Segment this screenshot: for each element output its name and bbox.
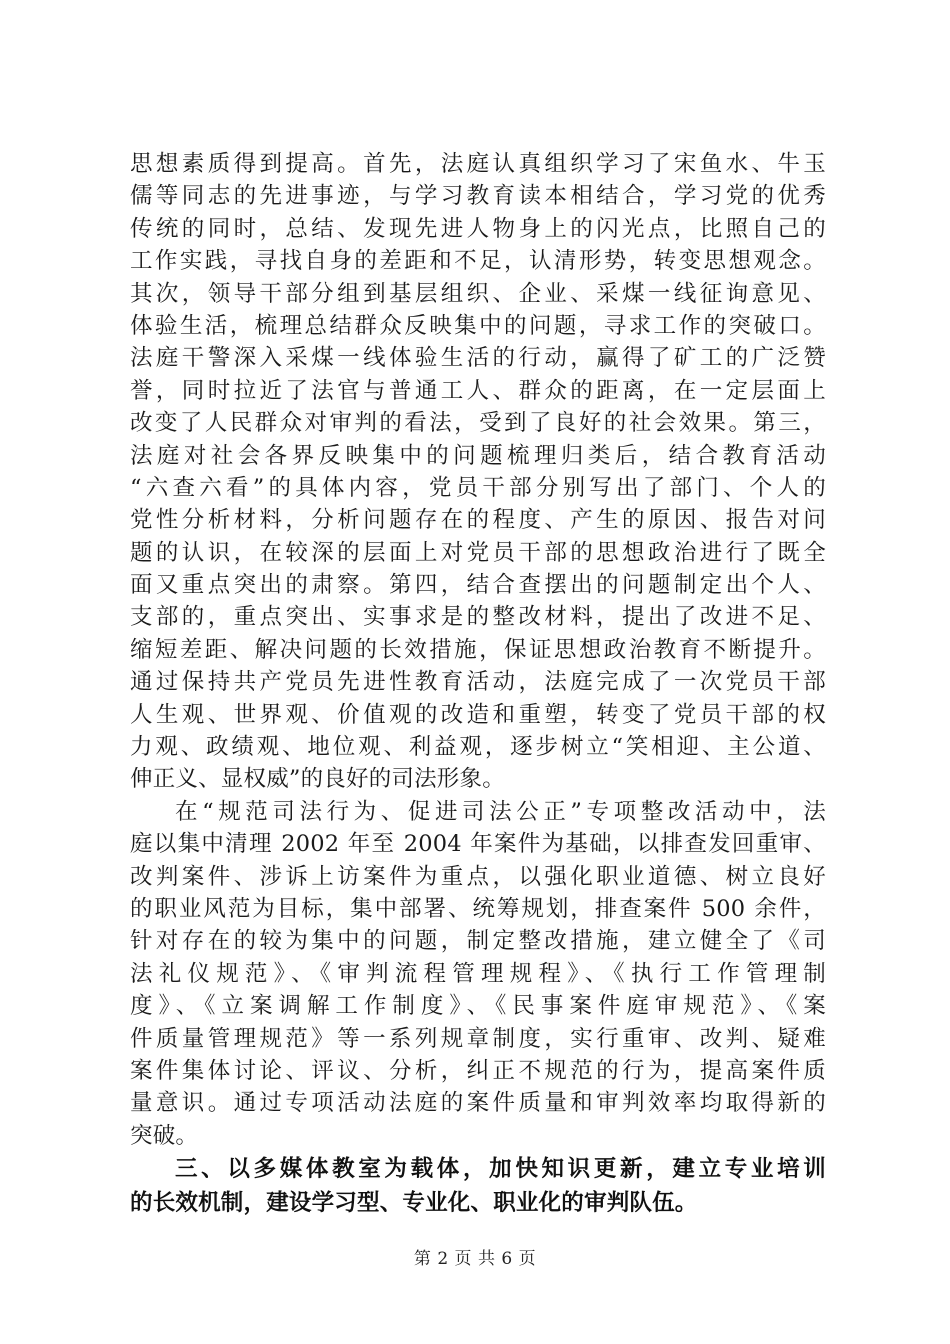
text-line: 庭以集中清理 2002 年至 2004 年案件为基础，以排查发回重审、 [130, 831, 826, 858]
text-line: 体验生活，梳理总结群众反映集中的问题，寻求工作的突破口。 [130, 312, 826, 339]
text-line: 改变了人民群众对审判的看法，受到了良好的社会效果。第三， [130, 410, 826, 437]
text-line: 党性分析材料，分析问题存在的程度、产生的原因、报告对问 [130, 507, 826, 534]
text-line: 法礼仪规范》、《审判流程管理规程》、《执行工作管理制 [130, 960, 826, 987]
text-line: 力观、政绩观、地位观、利益观，逐步树立“笑相迎、主公道、 [130, 734, 826, 761]
text-line: 针对存在的较为集中的问题，制定整改措施，建立健全了《司 [130, 928, 826, 955]
text-line: 案件集体讨论、评议、分析，纠正不规范的行为，提高案件质 [130, 1057, 826, 1084]
text-line: 人生观、世界观、价值观的改造和重塑，转变了党员干部的权 [130, 701, 826, 728]
text-line: 通过保持共产党员先进性教育活动，法庭完成了一次党员干部 [130, 669, 826, 696]
text-line: 度》、《立案调解工作制度》、《民事案件庭审规范》、《案 [130, 993, 826, 1020]
section-heading [130, 1152, 826, 1220]
page-footer: 第 2 页 共 6 页 [413, 1249, 537, 1269]
text-line: 伸正义、显权威”的良好的司法形象。 [130, 766, 505, 793]
text-line: 法庭干警深入采煤一线体验生活的行动，赢得了矿工的广泛赞 [130, 345, 826, 372]
text-line: 缩短差距、解决问题的长效措施，保证思想政治教育不断提升。 [130, 636, 826, 663]
text-line: “六查六看”的具体内容，党员干部分别写出了部门、个人的 [130, 474, 826, 501]
text-line: 传统的同时，总结、发现先进人物身上的闪光点，比照自己的 [130, 215, 826, 242]
heading-line: 三、以多媒体教室为载体，加快知识更新，建立专业培训 [175, 1156, 826, 1183]
text-line: 思想素质得到提高。首先，法庭认真组织学习了宋鱼水、牛玉 [130, 151, 826, 177]
text-line: 的职业风范为目标，集中部署、统筹规划，排查案件 500 余件， [130, 895, 826, 922]
document-body [130, 148, 826, 1220]
text-line: 件质量管理规范》等一系列规章制度，实行重审、改判、疑难 [130, 1025, 826, 1052]
text-line: 突破。 [130, 1122, 199, 1149]
text-line: 在“规范司法行为、促进司法公正”专项整改活动中，法 [175, 798, 826, 825]
text-line: 面又重点突出的肃察。第四，结合查摆出的问题制定出个人、 [130, 572, 826, 599]
paragraph-1 [130, 148, 826, 796]
text-line: 誉，同时拉近了法官与普通工人、群众的距离，在一定层面上 [130, 377, 826, 404]
text-line: 改判案件、涉诉上访案件为重点，以强化职业道德、树立良好 [130, 863, 826, 890]
text-line: 儒等同志的先进事迹，与学习教育读本相结合，学习党的优秀 [130, 183, 826, 210]
text-line: 支部的，重点突出、实事求是的整改材料，提出了改进不足、 [130, 604, 826, 631]
text-line: 其次，领导干部分组到基层组织、企业、采煤一线征询意见、 [130, 280, 826, 307]
text-line: 题的认识，在较深的层面上对党员干部的思想政治进行了既全 [130, 539, 826, 566]
text-line: 法庭对社会各界反映集中的问题梳理归类后，结合教育活动 [130, 442, 826, 469]
text-line: 量意识。通过专项活动法庭的案件质量和审判效率均取得新的 [130, 1090, 826, 1117]
text-line: 工作实践，寻找自身的差距和不足，认清形势，转变思想观念。 [130, 248, 826, 275]
paragraph-2 [130, 796, 826, 1152]
heading-line: 的长效机制，建设学习型、专业化、职业化的审判队伍。 [130, 1190, 698, 1217]
